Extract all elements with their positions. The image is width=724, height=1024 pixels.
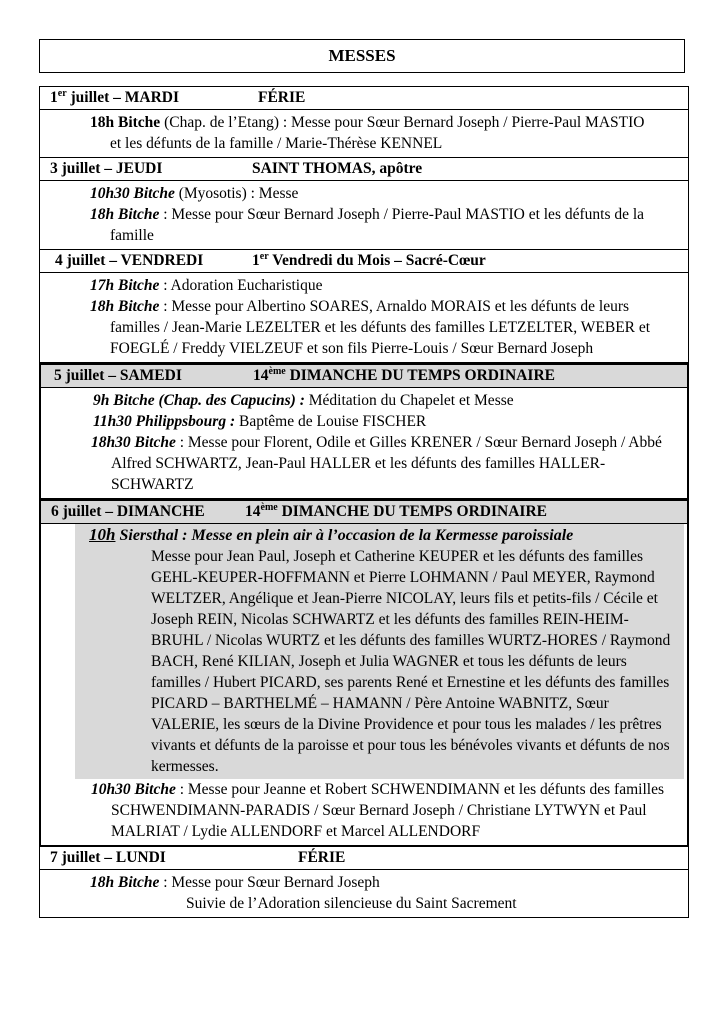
day-entries <box>40 273 688 363</box>
mass-entry: 18h30 Bitche : Messe pour Florent, Odile et Gilles KRENER / Sœur Bernard Joseph / Abbé Alfred SCHWARTZ, Jean-Paul HALLER et les défunts des familles HALLER-SCHWARTZ <box>91 434 662 493</box>
mass-entry: 17h Bitche : Adoration Eucharistique <box>90 277 323 294</box>
masses-table <box>39 86 689 918</box>
day-date: 4 juillet – VENDREDI <box>55 252 204 269</box>
day-block-sunday <box>39 500 689 847</box>
day-entries <box>41 524 687 845</box>
mass-entry: 18h Bitche (Chap. de l’Etang) : Messe pour Sœur Bernard Joseph / Pierre-Paul MASTIO et les défunts de la famille / Marie-Thérèse KENNEL <box>90 114 645 152</box>
day-feast: FÉRIE <box>298 849 346 866</box>
day-entries <box>40 181 688 250</box>
mass-entry: 18h Bitche : Messe pour Sœur Bernard Joseph <box>90 874 380 891</box>
day-feast: SAINT THOMAS, apôtre <box>252 160 423 177</box>
day-date: 5 juillet – SAMEDI <box>54 367 182 384</box>
mass-entry: 9h Bitche (Chap. des Capucins) : Méditation du Chapelet et Messe <box>93 392 514 409</box>
day-entries <box>40 870 688 918</box>
kermesse-text: Messe pour Jean Paul, Joseph et Catherine KEUPER et les défunts des familles GEHL-KEUPER-HOFFMANN et Pierre LOHMANN / Paul MEYER, Raymond WELTZER, Angélique et Jean-Pierre NICOLAY, leurs fils et petits-fils / Cécile et Joseph REIN, Nicolas SCHWARTZ et les défunts des familles REIN-HEIM-BRUHL / Nicolas WURTZ et les défunts des familles WURTZ-HORES / Raymond BACH, René KILIAN, Joseph et Julia WAGNER et tous les défunts de leurs familles / Hubert PICARD, ses parents René et Ernestine et les défunts des familles PICARD – BARTHELMÉ – HAMANN / Père Antoine WABNITZ, Sœur VALERIE, les sœurs de la Divine Providence et pour tous les malades / les prêtres vivants et défunts de la paroisse et pour tous les bénévoles vivants et défunts de nos kermesses. <box>151 548 671 775</box>
mass-entry: 18h Bitche : Messe pour Sœur Bernard Joseph / Pierre-Paul MASTIO et les défunts de la famille <box>90 206 645 244</box>
mass-entry: 10h30 Bitche (Myosotis) : Messe <box>90 185 299 202</box>
mass-entry: 18h Bitche : Messe pour Albertino SOARES, Arnaldo MORAIS et les défunts de leurs familles / Jean-Marie LEZELTER et les défunts des familles LETZELTER, WEBER et FOEGLÉ / Freddy VIELZEUF et son fils Pierre-Louis / Sœur Bernard Joseph <box>90 298 651 357</box>
day-header <box>40 87 688 110</box>
day-entries <box>40 110 688 158</box>
day-feast: 14ème DIMANCHE DU TEMPS ORDINAIRE <box>245 501 547 520</box>
mass-entry-note: Suivie de l’Adoration silencieuse du Saint Sacrement <box>186 895 517 912</box>
mass-entry: 10h30 Bitche : Messe pour Jeanne et Robert SCHWENDIMANN et les défunts des familles SCHWENDIMANN-PARADIS / Sœur Bernard Joseph / Christiane LYTWYN et Paul MALRIAT / Lydie ALLENDORF et Marcel ALLENDORF <box>91 781 664 840</box>
kermesse-block <box>75 524 684 779</box>
page-title: MESSES <box>39 39 685 73</box>
day-header <box>40 250 688 273</box>
day-date: 7 juillet – LUNDI <box>50 849 166 866</box>
day-header <box>41 365 687 388</box>
day-header <box>40 158 688 181</box>
day-feast: 1er Vendredi du Mois – Sacré-Cœur <box>252 250 486 269</box>
kermesse-heading: 10h Siersthal : Messe en plein air à l’occasion de la Kermesse paroissiale <box>89 525 574 544</box>
day-date: 1er juillet – MARDI <box>50 87 180 106</box>
day-block-saturday <box>39 363 689 500</box>
day-date: 3 juillet – JEUDI <box>50 160 163 177</box>
mass-entry: 11h30 Philippsbourg : Baptême de Louise FISCHER <box>93 413 427 430</box>
day-header <box>40 847 688 870</box>
day-feast: FÉRIE <box>258 89 306 106</box>
day-header <box>41 500 687 524</box>
day-feast: 14ème DIMANCHE DU TEMPS ORDINAIRE <box>253 365 555 384</box>
day-entries <box>41 388 687 498</box>
day-date: 6 juillet – DIMANCHE <box>51 503 205 520</box>
